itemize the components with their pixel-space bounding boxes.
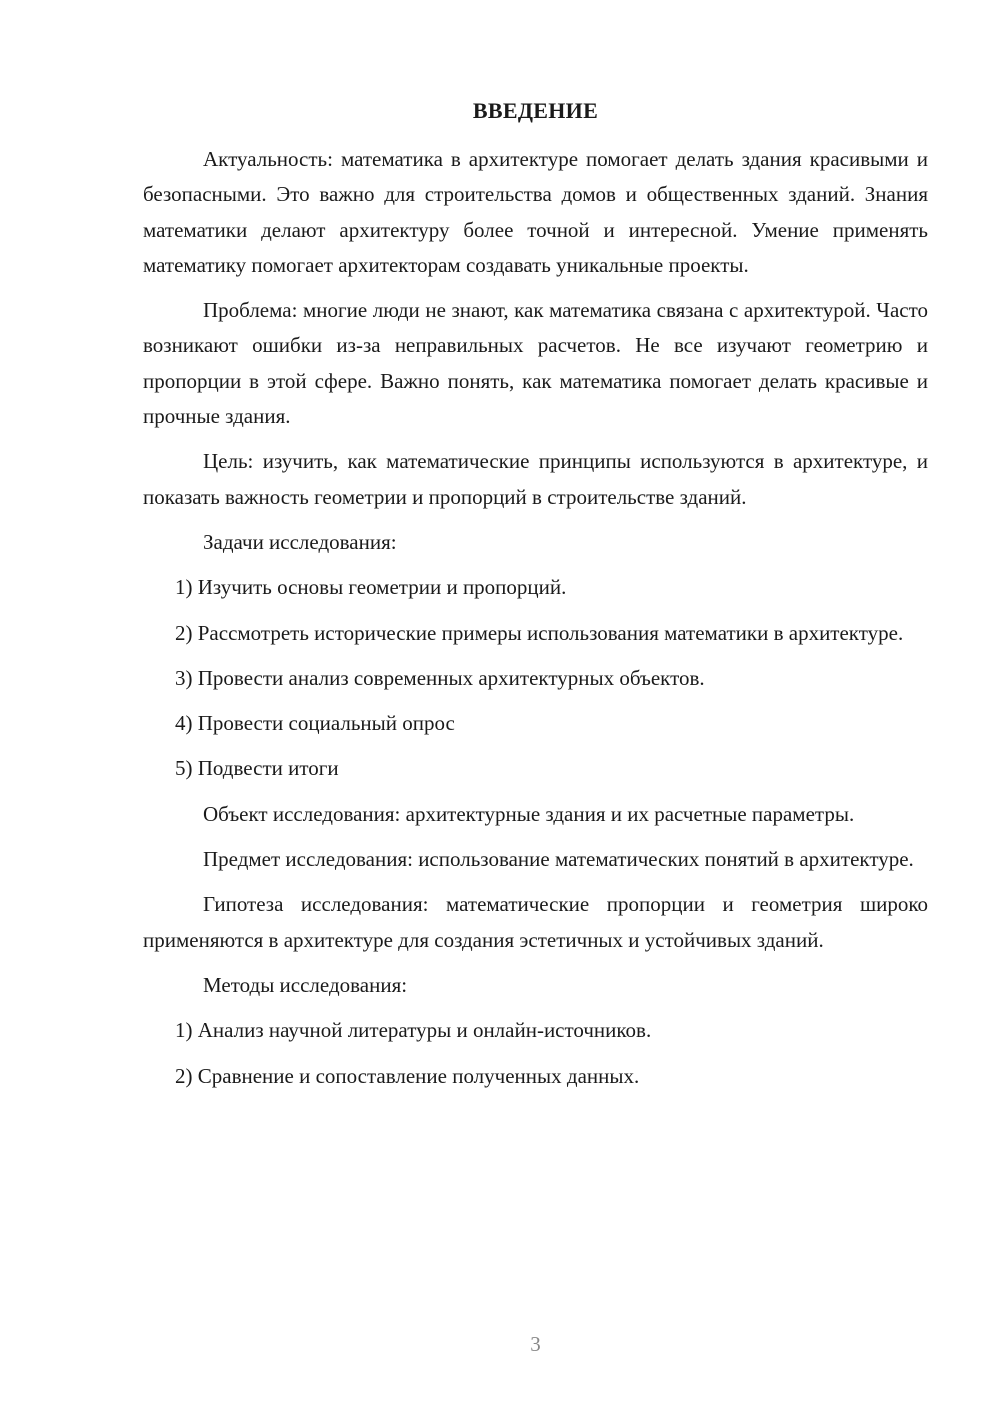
body-text [143,142,928,1104]
paragraph-hypothesis: Гипотеза исследования: математические пропорции и геометрия широко применяются в архитектуре для создания эстетичных и устойчивых зданий. [143,892,928,952]
paragraph-goal: Цель: изучить, как математические принципы используются в архитектуре, и показать важность геометрии и пропорций в строительстве зданий. [143,449,928,509]
method-item: 1) Анализ научной литературы и онлайн-источников. [175,1018,652,1043]
paragraph-relevance: Актуальность: математика в архитектуре помогает делать здания красивыми и безопасными. Это важно для строительства домов и общественных зданий. Знания математики делают архитектуру более точной и интересной. Умение применять математику помогает архитекторам создавать уникальные проекты. [143,147,928,277]
task-item: 2) Рассмотреть исторические примеры использования математики в архитектуре. [175,620,904,645]
section-heading: ВВЕДЕНИЕ [472,98,599,123]
task-item: 4) Провести социальный опрос [175,711,455,736]
method-item: 2) Сравнение и сопоставление полученных данных. [175,1063,640,1088]
task-item: 3) Провести анализ современных архитектурных объектов. [175,665,705,690]
document-page [143,0,928,1414]
paragraph-methods-heading: Методы исследования: [203,972,408,997]
paragraph-object: Объект исследования: архитектурные здания и их расчетные параметры. [203,801,855,826]
paragraph-tasks-heading: Задачи исследования: [203,529,397,554]
page-number: 3 [530,1332,541,1356]
paragraph-problem: Проблема: многие люди не знают, как математика связана с архитектурой. Часто возникают ошибки из-за неправильных расчетов. Не все изучают геометрию и пропорции в этой сфере. Важно понять, как математика помогает делать красивые и прочные здания. [143,298,928,429]
task-item: 5) Подвести итоги [175,756,339,781]
paragraph-subject: Предмет исследования: использование математических понятий в архитектуре. [203,847,914,872]
task-item: 1) Изучить основы геометрии и пропорций. [175,575,567,600]
